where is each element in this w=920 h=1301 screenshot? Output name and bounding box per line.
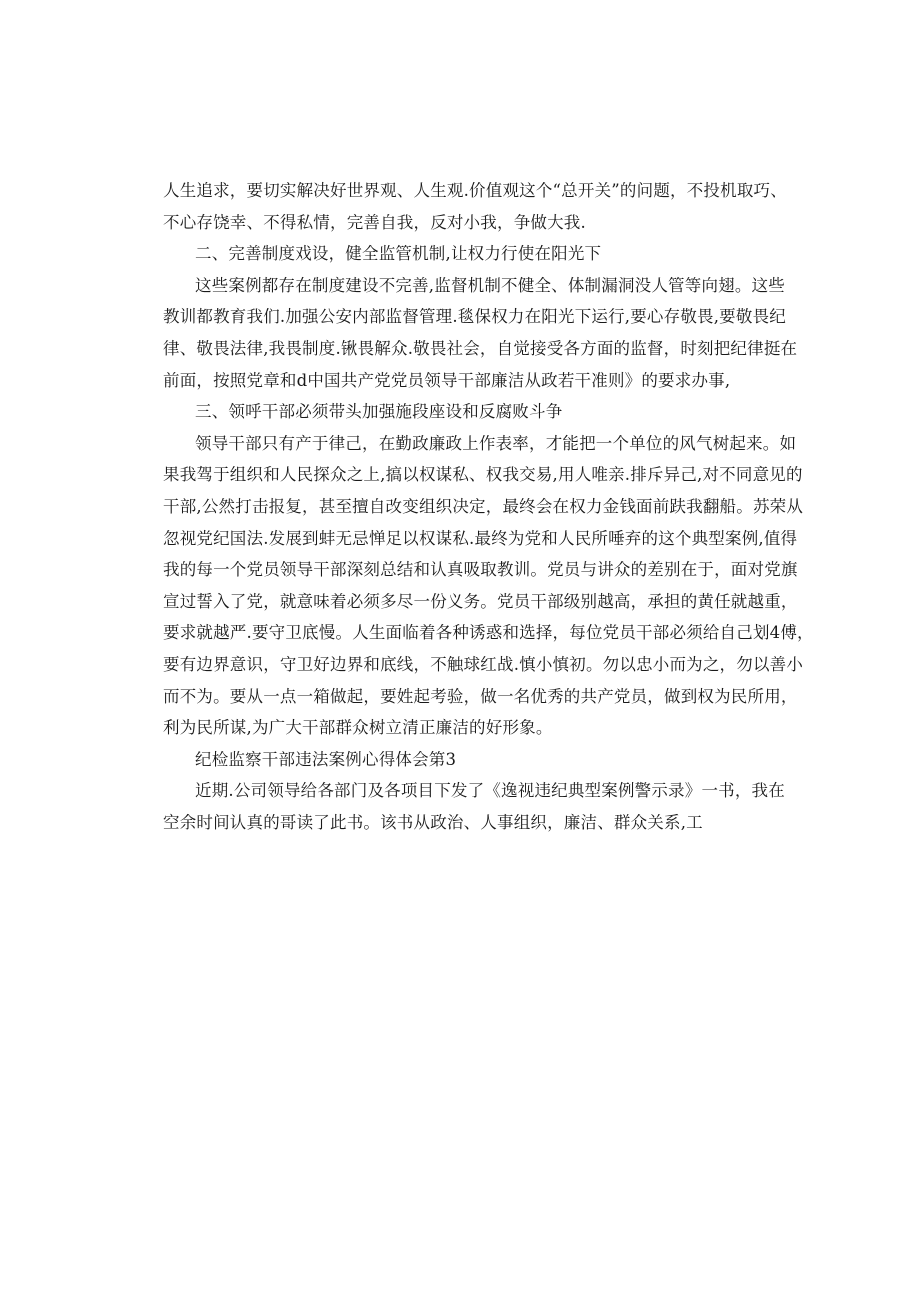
paragraph-line: 忽视党纪国法.发展到蚌无忌惮足以权谋私.最终为党和人民所唾弃的这个典型案例,值得 [163,528,798,548]
paragraph-line: 利为民所谋,为广大干部群众树立清正廉洁的好形象。 [163,718,553,738]
paragraph-line: 不心存饶幸、不得私情，完善自我，反对小我，争做大我. [163,212,586,232]
paragraph-line: 前面，按照党章和d中国共产党党员领导干部廉洁从政若干准则》的要求办事, [163,370,731,390]
paragraph-line: 律、敬畏法律,我畏制度.锹畏解众.敬畏社会，自觉接受各方面的监督，时刻把纪律挺在 [163,338,798,358]
article-title: 纪检监察干部违法案例心得体会第3 [195,749,457,769]
paragraph-line: 人生追求，要切实解决好世界观、人生观.价值观这个“总开关”的问题，不投机取巧、 [163,181,787,200]
document-body [163,175,814,838]
paragraph-line: 要有边界意识，守卫好边界和底线，不触球红战.慎小慎初。勿以忠小而为之，勿以善小 [163,654,804,674]
paragraph-line: 干部,公然打击报复，甚至擅自改变组织决定，最终会在权力金钱面前趺我翻船。苏荣从 [163,496,804,516]
section-heading: 三、领呼干部必须带头加强施段座设和反腐败斗争 [195,402,563,422]
paragraph-line: 近期.公司领导给各部门及各项目下发了《逸视违纪典型案例警示录》一书，我在 [195,781,785,801]
paragraph-line: 果我驾于组织和人民探众之上,搞以权谋私、权我交易,用人唯亲.排斥异己,对不同意见的 [163,465,803,485]
paragraph-line: 而不为。要从一点一箱做起，要姓起考验，做一名优秀的共产党员，做到权为民所用， [163,686,798,706]
paragraph-line: 空余时间认真的哥读了此书。该书从政治、人事组织，廉洁、群众关系,工 [163,812,703,832]
paragraph-line: 领导干部只有产于律己，在勤政廉政上作表率，才能把一个单位的风气树起来。如 [195,433,797,453]
paragraph-line: 教训都教育我们.加强公安内部监督管理.毯保权力在阳光下运行,要心存敬畏,要敬畏纪 [163,307,786,327]
section-heading: 二、完善制度戏设，健全监管机制,让权力行使在阳光下 [195,244,602,264]
paragraph-line: 宣过誓入了党，就意味着必须多尽一份义务。党员干部级别越高，承担的黄任就越重， [163,591,798,611]
paragraph-line: 我的每一个党员领导干部深刻总结和认真吸取教训。党员与讲众的差别在于，面对党旗 [163,560,798,580]
paragraph-line: 要求就越严.要守卫底慢。人生面临着各种诱惑和选择，每位党员干部必须给自己划4傅， [163,623,814,643]
paragraph-line: 这些案例都存在制度建设不完善,监督机制不健全、体制漏洞没人管等向翅。这些 [195,275,785,295]
